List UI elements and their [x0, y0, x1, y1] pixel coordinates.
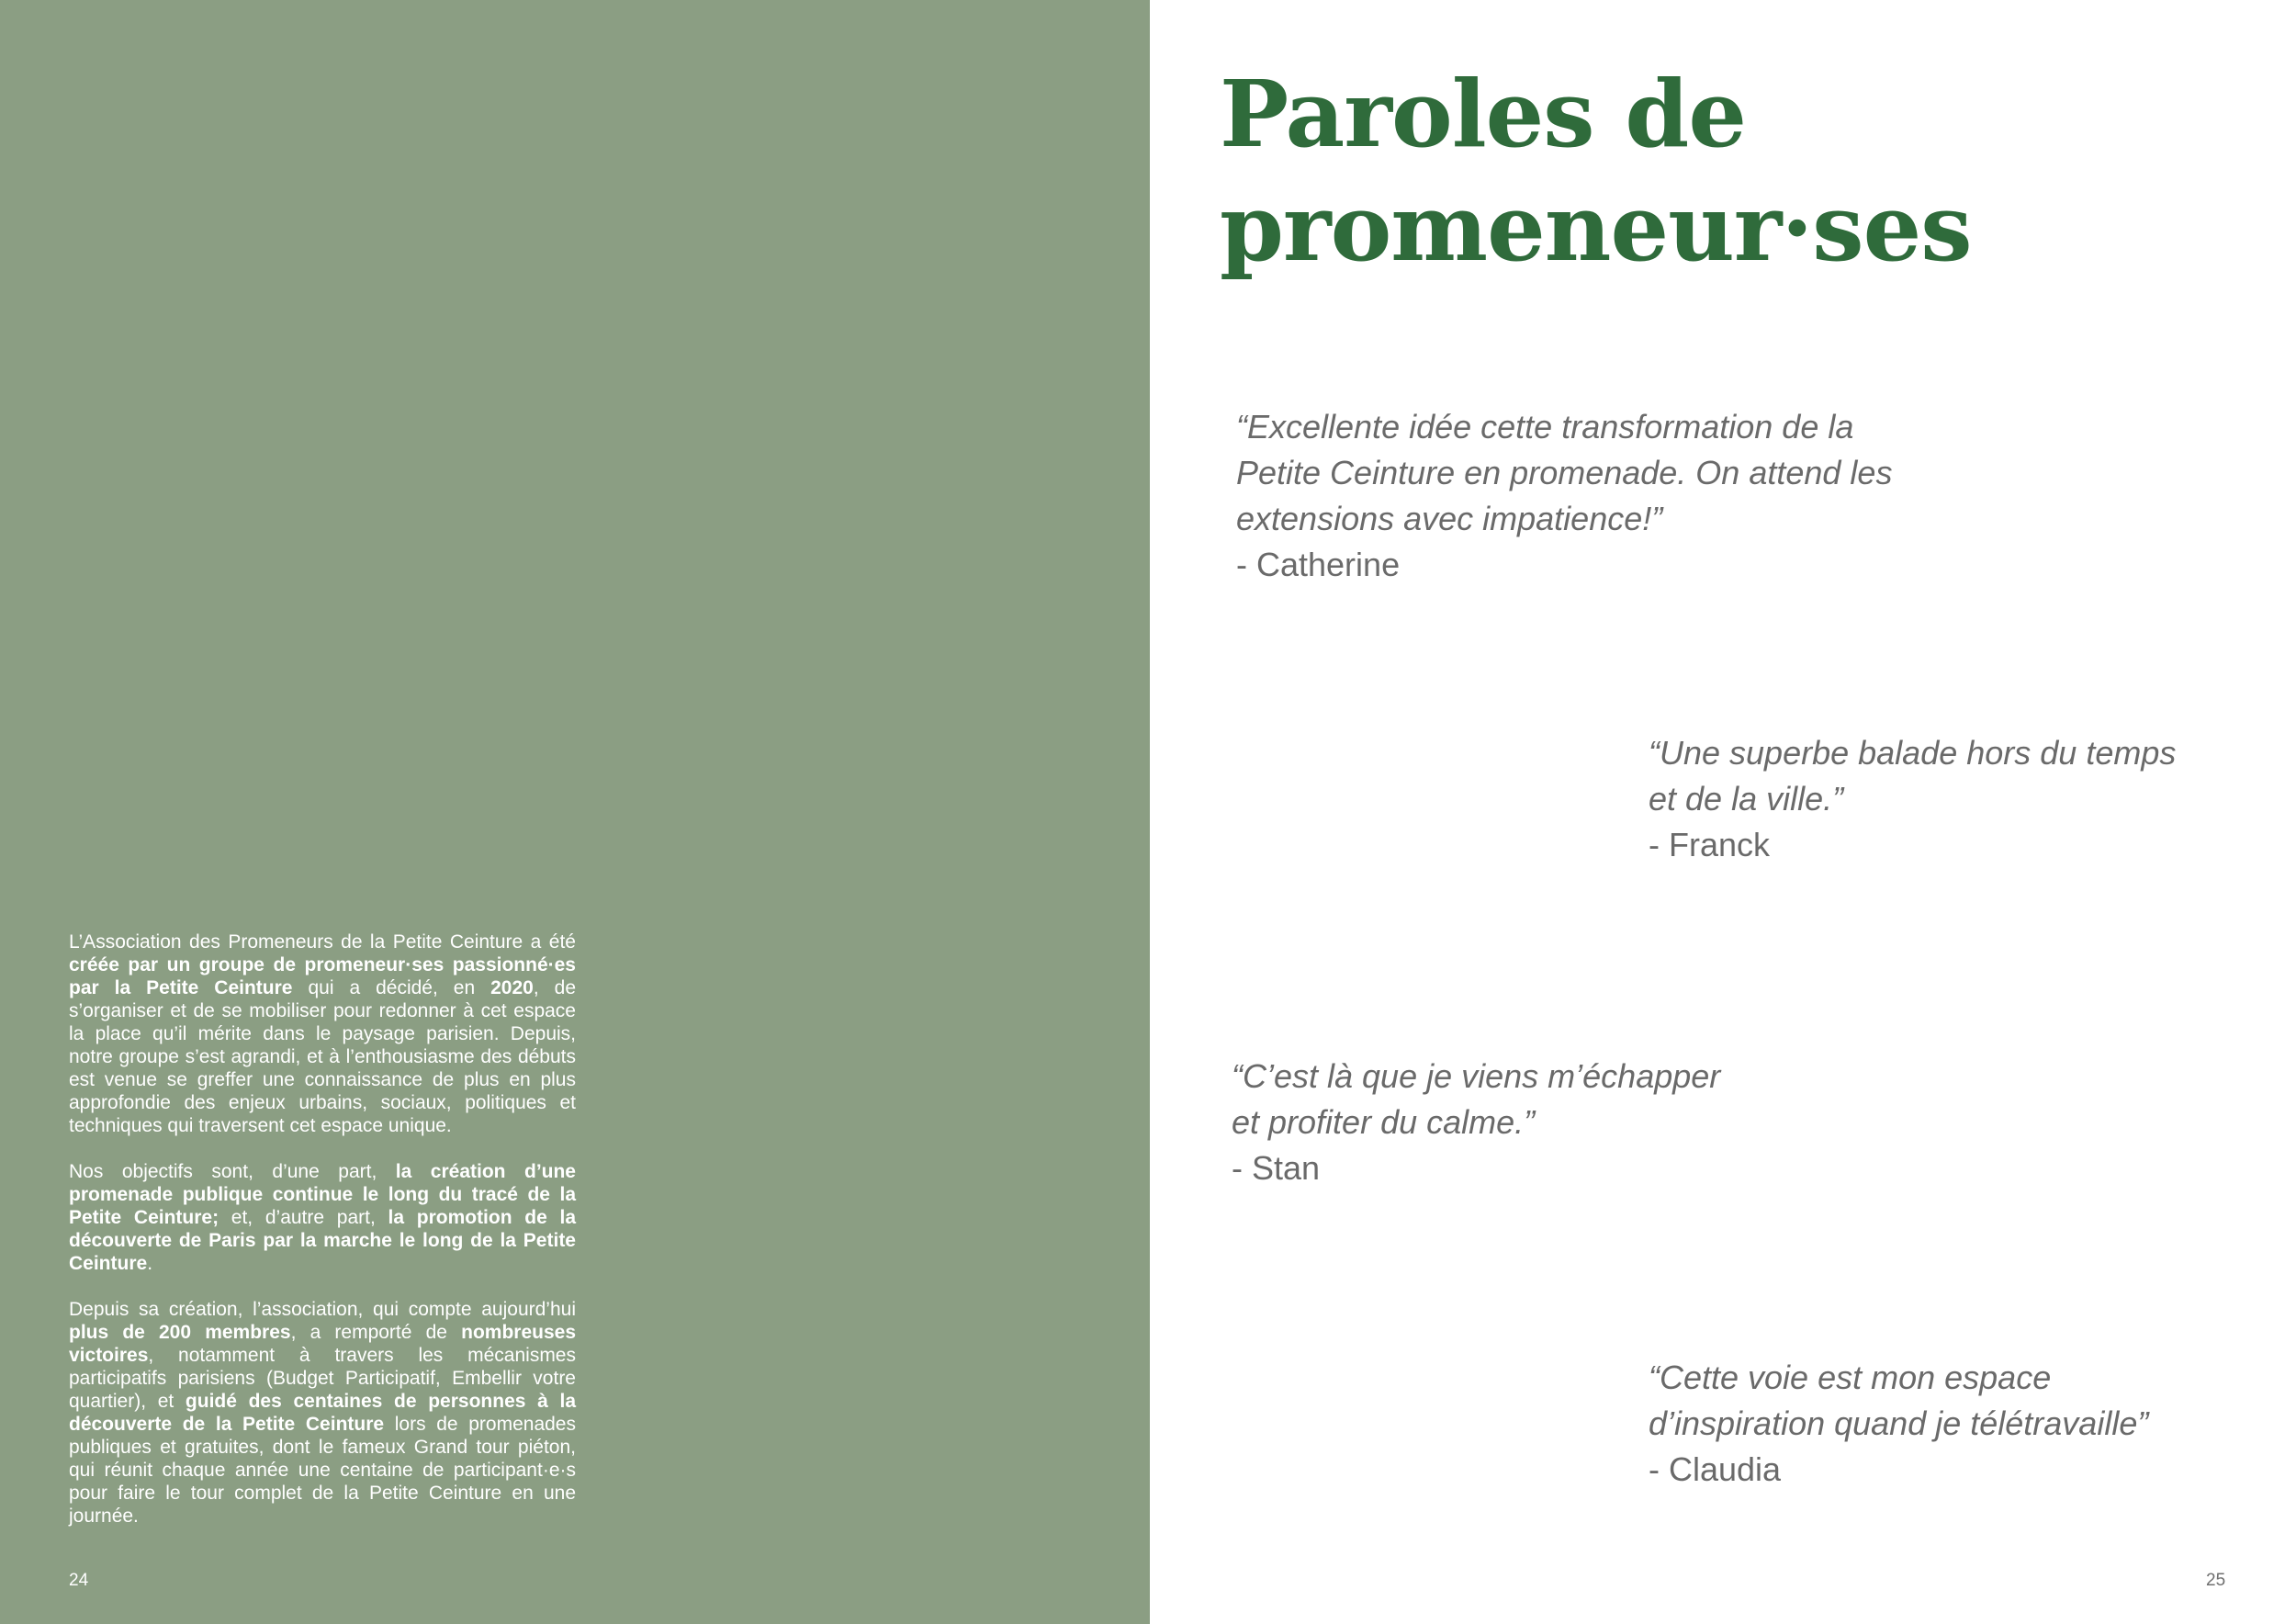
association-intro — [69, 930, 576, 1551]
quote-text: “Excellente idée cette transformation de la Petite Ceinture en promenade. On attend les extensions avec impatience!” — [1236, 408, 1893, 537]
text-run: , a remporté de — [290, 1322, 462, 1343]
quote-text: “C’est là que je viens m’échapper et profiter du calme.” — [1232, 1057, 1721, 1141]
intro-paragraph-2 — [69, 1160, 576, 1275]
quote-author: - Franck — [1649, 826, 1771, 863]
bold-run: 2020 — [490, 977, 534, 998]
quote-author: - Claudia — [1649, 1450, 1782, 1488]
bold-run: guidé des centaines de personnes à la découverte de la Petite Ceinture — [69, 1391, 576, 1435]
text-run: L’Association des Promeneurs de la Petite Ceinture a été — [69, 931, 576, 953]
bold-run: plus de 200 membres — [69, 1322, 291, 1343]
text-run: lors de promenades publiques et gratuites, dont le fameux Grand tour piéton, qui réunit chaque année une centaine de participant·e·s pour faire le tour complet de la Petite Ceinture en une journée. — [69, 1414, 576, 1527]
text-run: qui a décidé, en — [292, 977, 491, 998]
quote-text: “Une superbe balade hors du temps et de la ville.” — [1649, 734, 2177, 818]
text-run: Depuis sa création, l’association, qui compte aujourd’hui — [69, 1299, 576, 1320]
intro-paragraph-1 — [69, 930, 576, 1137]
title-line-1: Paroles de — [1220, 60, 1746, 168]
intro-paragraph-3 — [69, 1298, 576, 1528]
page-number-left: 24 — [69, 1571, 89, 1590]
text-run: , notamment à travers les mécanismes participatifs parisiens (Budget Participatif, Embellir votre quartier), et — [69, 1345, 576, 1412]
text-run: Nos objectifs sont, d’une part, — [69, 1161, 396, 1182]
quote-claudia — [1649, 1355, 2255, 1493]
bold-run: créée par un groupe de promeneur·ses passionné·es par la Petite Ceinture — [69, 954, 576, 998]
quote-stan — [1232, 1054, 1819, 1191]
text-run: et, d’autre part, — [219, 1207, 388, 1228]
text-run: . — [147, 1253, 153, 1274]
quote-franck — [1649, 730, 2255, 868]
quote-text: “Cette voie est mon espace d’inspiration quand je télétravaille” — [1649, 1359, 2149, 1442]
title-line-2: promeneur·ses — [1220, 174, 1972, 282]
quote-author: - Catherine — [1236, 546, 1401, 583]
page-number-right: 25 — [2206, 1571, 2226, 1590]
bold-run: la création d’une promenade publique continue le long du tracé de la Petite Ceinture; — [69, 1161, 576, 1228]
bold-run: la promotion de la découverte de Paris par la marche le long de la Petite Ceinture — [69, 1207, 576, 1274]
quote-author: - Stan — [1232, 1149, 1321, 1187]
text-run: , de s’organiser et de se mobiliser pour redonner à cet espace la place qu’il mérite dans le paysage parisien. Depuis, notre groupe s’est agrandi, et à l’enthousiasme des débuts est venue se greffer une connaissance de plus en plus approfondie des enjeux urbains, sociaux, politiques et techniques qui traversent cet espace unique. — [69, 977, 577, 1136]
bold-run: nombreuses victoires — [69, 1322, 576, 1366]
page-title — [1220, 57, 2230, 285]
quote-catherine — [1236, 404, 1953, 588]
